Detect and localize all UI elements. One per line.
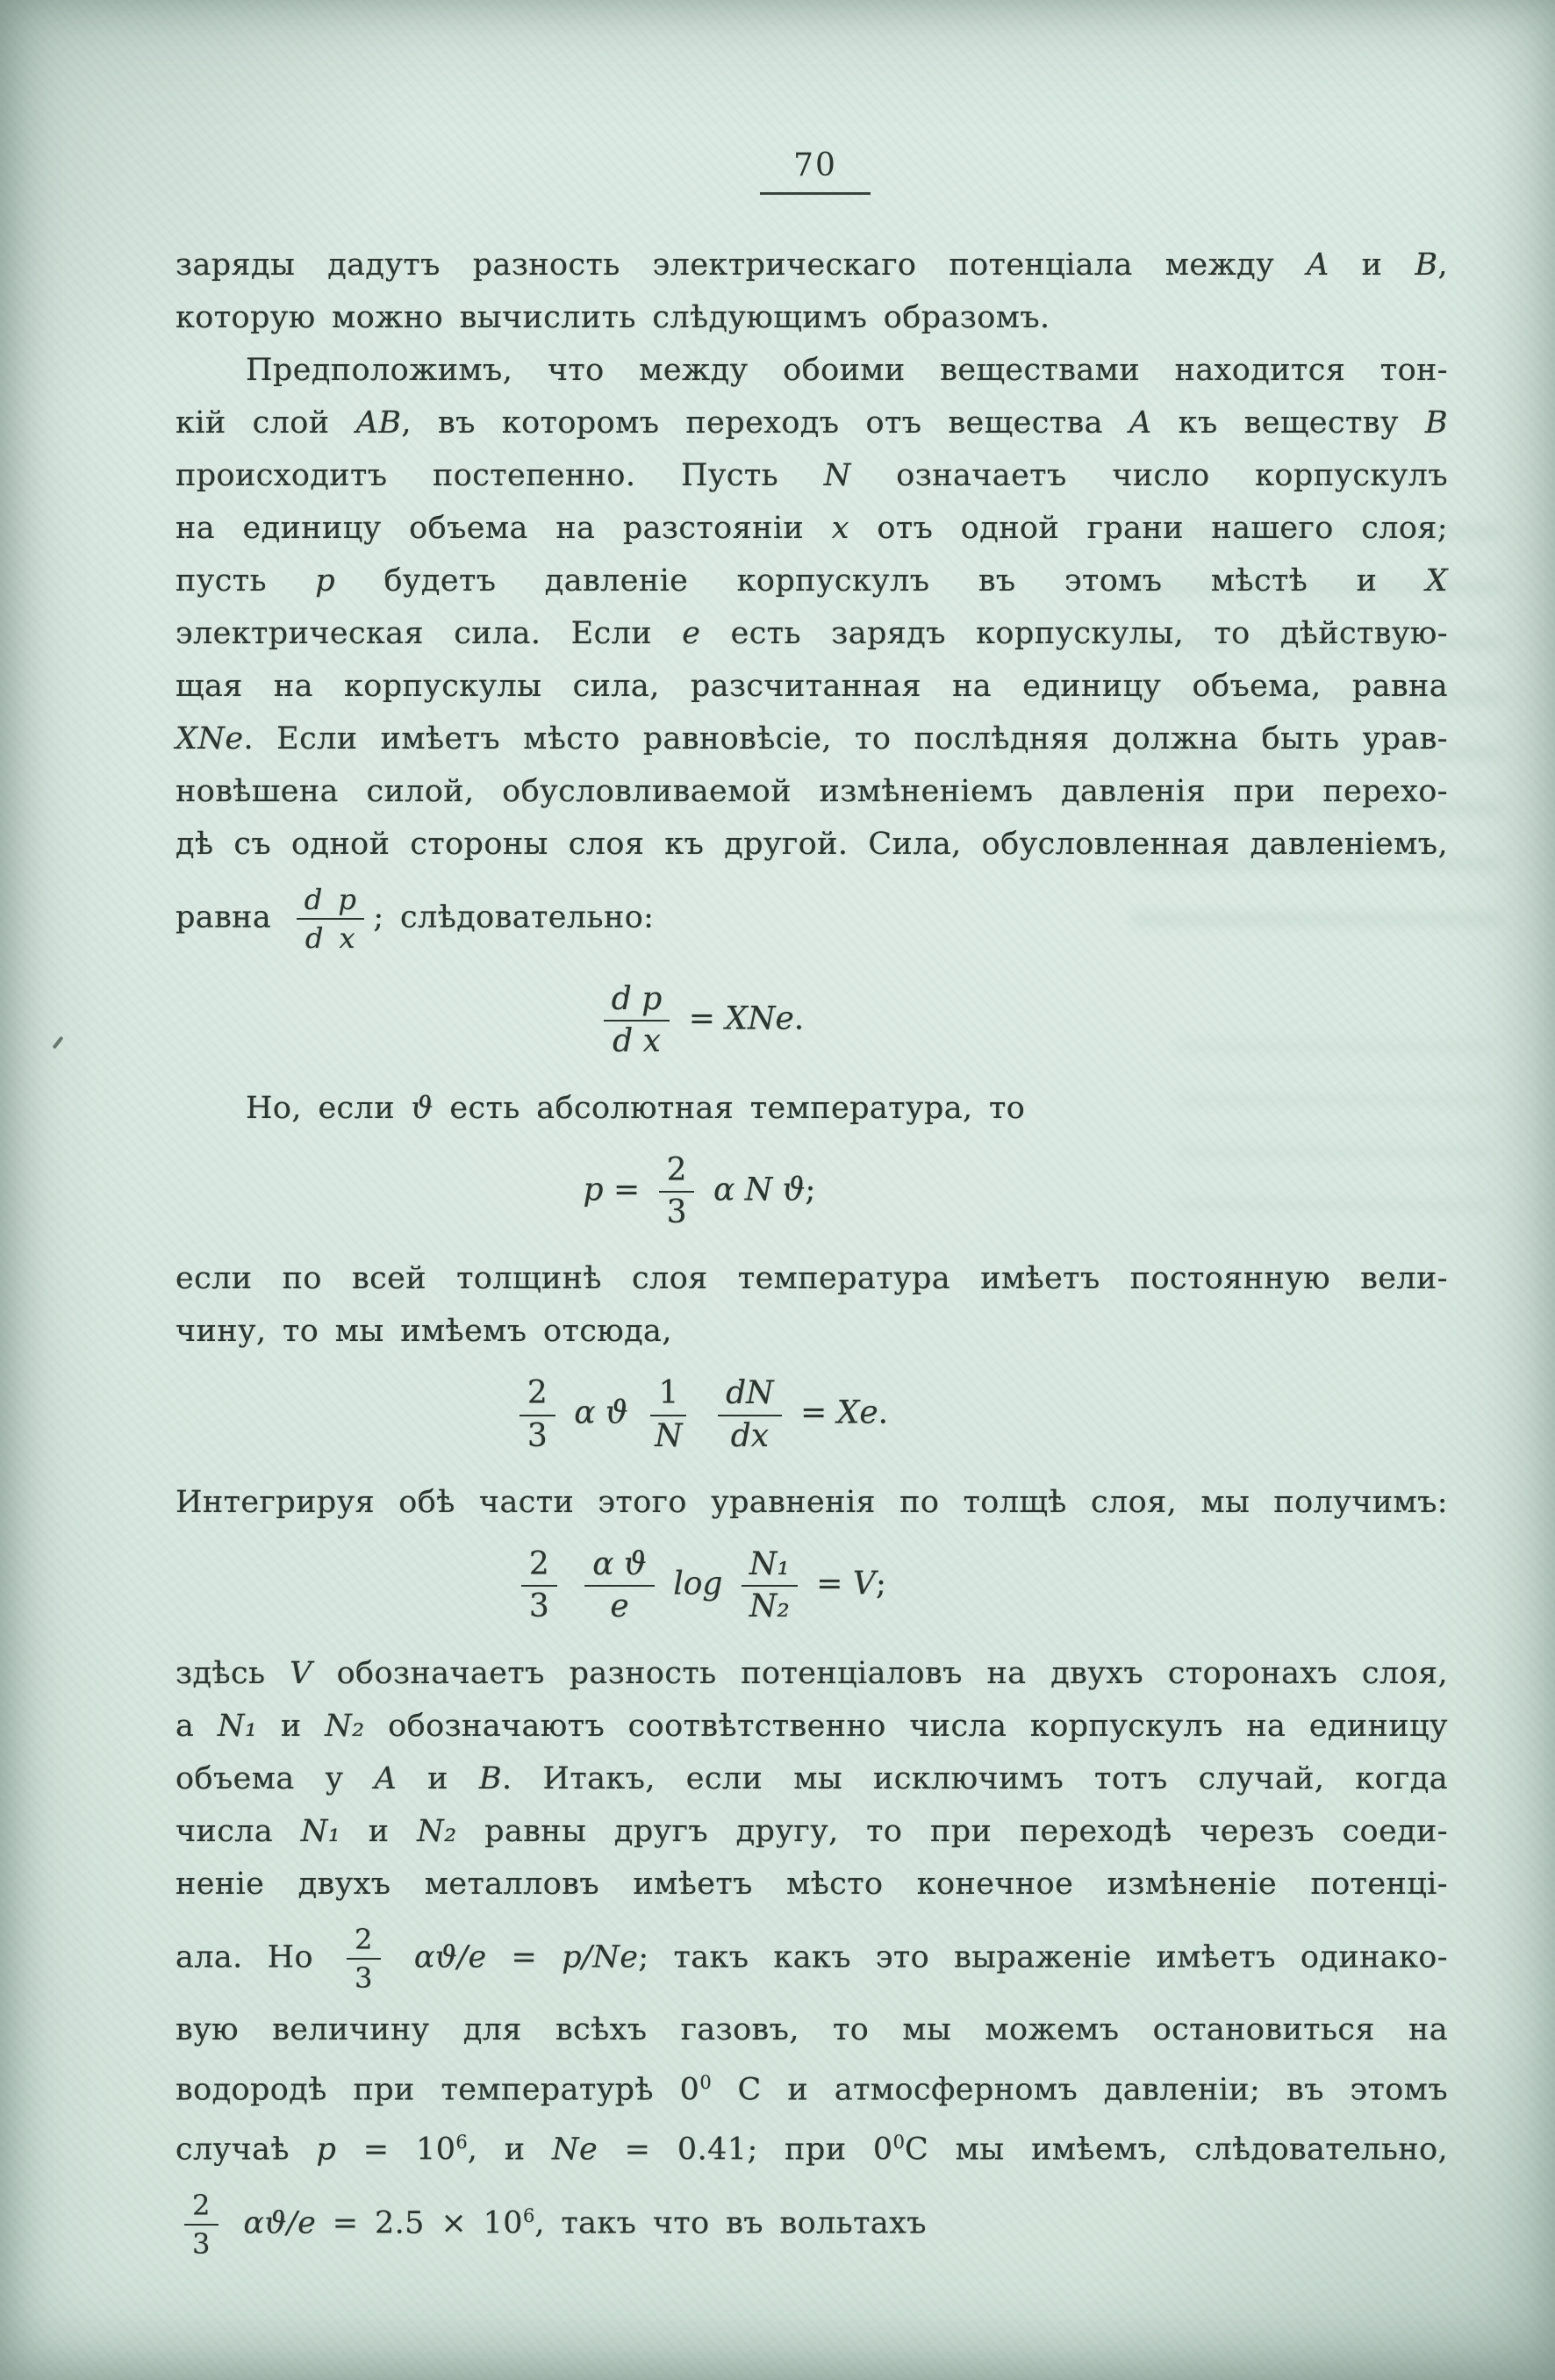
text-line: водородѣ при температурѣ $0^0$ C и атмосферномъ давленіи; въ этомъ: [176, 2071, 1448, 2108]
text-line: кій слой AB, въ которомъ переходъ отъ вещества A къ веществу B: [176, 405, 1449, 441]
text-line: которую можно вычислить слѣдующимъ образомъ.: [176, 300, 1050, 335]
text-line: Интегрируя обѣ части этого уравненія по толщѣ слоя, мы получимъ:: [176, 1485, 1448, 1520]
text-line: на единицу объема на разстояніи x отъ одной грани нашего слоя;: [176, 511, 1448, 546]
text-line: $\frac{2}{3}$ $\alpha ϑ/e = 2.5 \times 10^6$, такъ что въ вольтахъ: [176, 2176, 1448, 2269]
fraction: $\frac{\text{α ϑ}}{e}$: [584, 1546, 655, 1626]
fraction: $\frac{\text{d p}}{\text{d x}}$: [604, 981, 670, 1061]
text-line: случаѣ $p = 10^6$, и Ne = 0.41; при $0^0C$ мы имѣемъ, слѣдовательно,: [176, 2132, 1448, 2168]
text-line: ала. Но $\frac{2}{3}$ αϑ/e = p/Ne; такъ какъ это выраженіе имѣетъ одинако-: [176, 1922, 1449, 1995]
fraction: $\frac{\text{d p}}{\text{d x}}$: [297, 883, 365, 955]
ink-speck: [52, 1036, 63, 1049]
text-line: новѣшена силой, обусловливаемой измѣненіемъ давленія при перехо-: [176, 774, 1448, 809]
text-line: если по всей толщинѣ слоя температура имѣетъ постоянную вели-: [176, 1261, 1448, 1297]
text-line: неніе двухъ металловъ имѣетъ мѣсто конечное измѣненіе потенці-: [176, 1866, 1448, 1902]
text-block: [176, 239, 1448, 2269]
text-line: Но, если ϑ есть абсолютная температура, то: [246, 1090, 1026, 1126]
fraction: $\frac{2}{3}$: [521, 1546, 557, 1626]
fraction: $\frac{\text{N₁}}{\text{N₂}}$: [742, 1546, 798, 1626]
fraction: $\frac{dN}{dx}$: [718, 1375, 782, 1455]
text-line: здѣсь V обозначаетъ разность потенціаловъ на двухъ сторонахъ слоя,: [176, 1655, 1448, 1691]
fraction: $\frac{2}{3}$: [520, 1375, 555, 1455]
text-line: Предположимъ, что между обоими веществами находится тон-: [246, 353, 1448, 388]
text-line: XNe. Если имѣетъ мѣсто равновѣсіе, то послѣдняя должна быть урав-: [176, 721, 1448, 756]
fraction: $\frac{2}{3}$: [659, 1152, 695, 1232]
text-line: электрическая сила. Если e есть зарядъ корпускулы, то дѣйствую-: [176, 616, 1448, 651]
text-line: пусть p будетъ давленіе корпускулъ въ этомъ мѣстѣ и X: [176, 563, 1448, 599]
text-line: заряды дадутъ разность электрическаго потенціала между A и B,: [176, 247, 1448, 283]
display-equation: $\frac{2}{3}$ $\frac{\text{α ϑ}}{e}$ log $\frac{\text{N₁}}{\text{N₂}}$ = V;: [63, 1546, 1336, 1626]
text-line: числа N₁ и N₂ равны другъ другу, то при переходѣ черезъ соеди-: [176, 1813, 1448, 1849]
fraction: $\frac{1}{N}$: [647, 1375, 691, 1455]
display-equation: $\frac{2}{3}$ α ϑ $\frac{1}{N}$ $\frac{dN}{dx}$ = Xe.: [63, 1375, 1336, 1455]
text-line: происходитъ постепенно. Пусть N означаетъ число корпускулъ: [176, 458, 1448, 493]
fraction: $\frac{2}{3}$: [347, 1923, 381, 1995]
display-equation: p = $\frac{2}{3}$ α N ϑ;: [583, 1151, 816, 1231]
text-line: равна $\frac{\text{d p}}{\text{d x}}$ ; слѣдовательно:: [176, 883, 655, 956]
text-line: объема у A и B. Итакъ, если мы исключимъ тотъ случай, когда: [176, 1760, 1449, 1796]
display-equation: $\frac{\text{d p}}{\text{d x}}$ = XNe.: [63, 981, 1336, 1061]
text-line: вую величину для всѣхъ газовъ, то мы можемъ остановиться на: [176, 2011, 1448, 2047]
text-line: чину, то мы имѣемъ отсюда,: [176, 1314, 672, 1350]
text-line: дѣ съ одной стороны слоя къ другой. Сила, обусловленная давленіемъ,: [176, 827, 1448, 862]
text-line: а N₁ и N₂ обозначаютъ соотвѣтственно числа корпускулъ на единицу: [176, 1708, 1448, 1744]
page-number: 70: [760, 147, 871, 195]
fraction: $\frac{2}{3}$: [184, 2189, 219, 2261]
text-line: щая на корпускулы сила, разсчитанная на единицу объема, равна: [176, 669, 1448, 704]
